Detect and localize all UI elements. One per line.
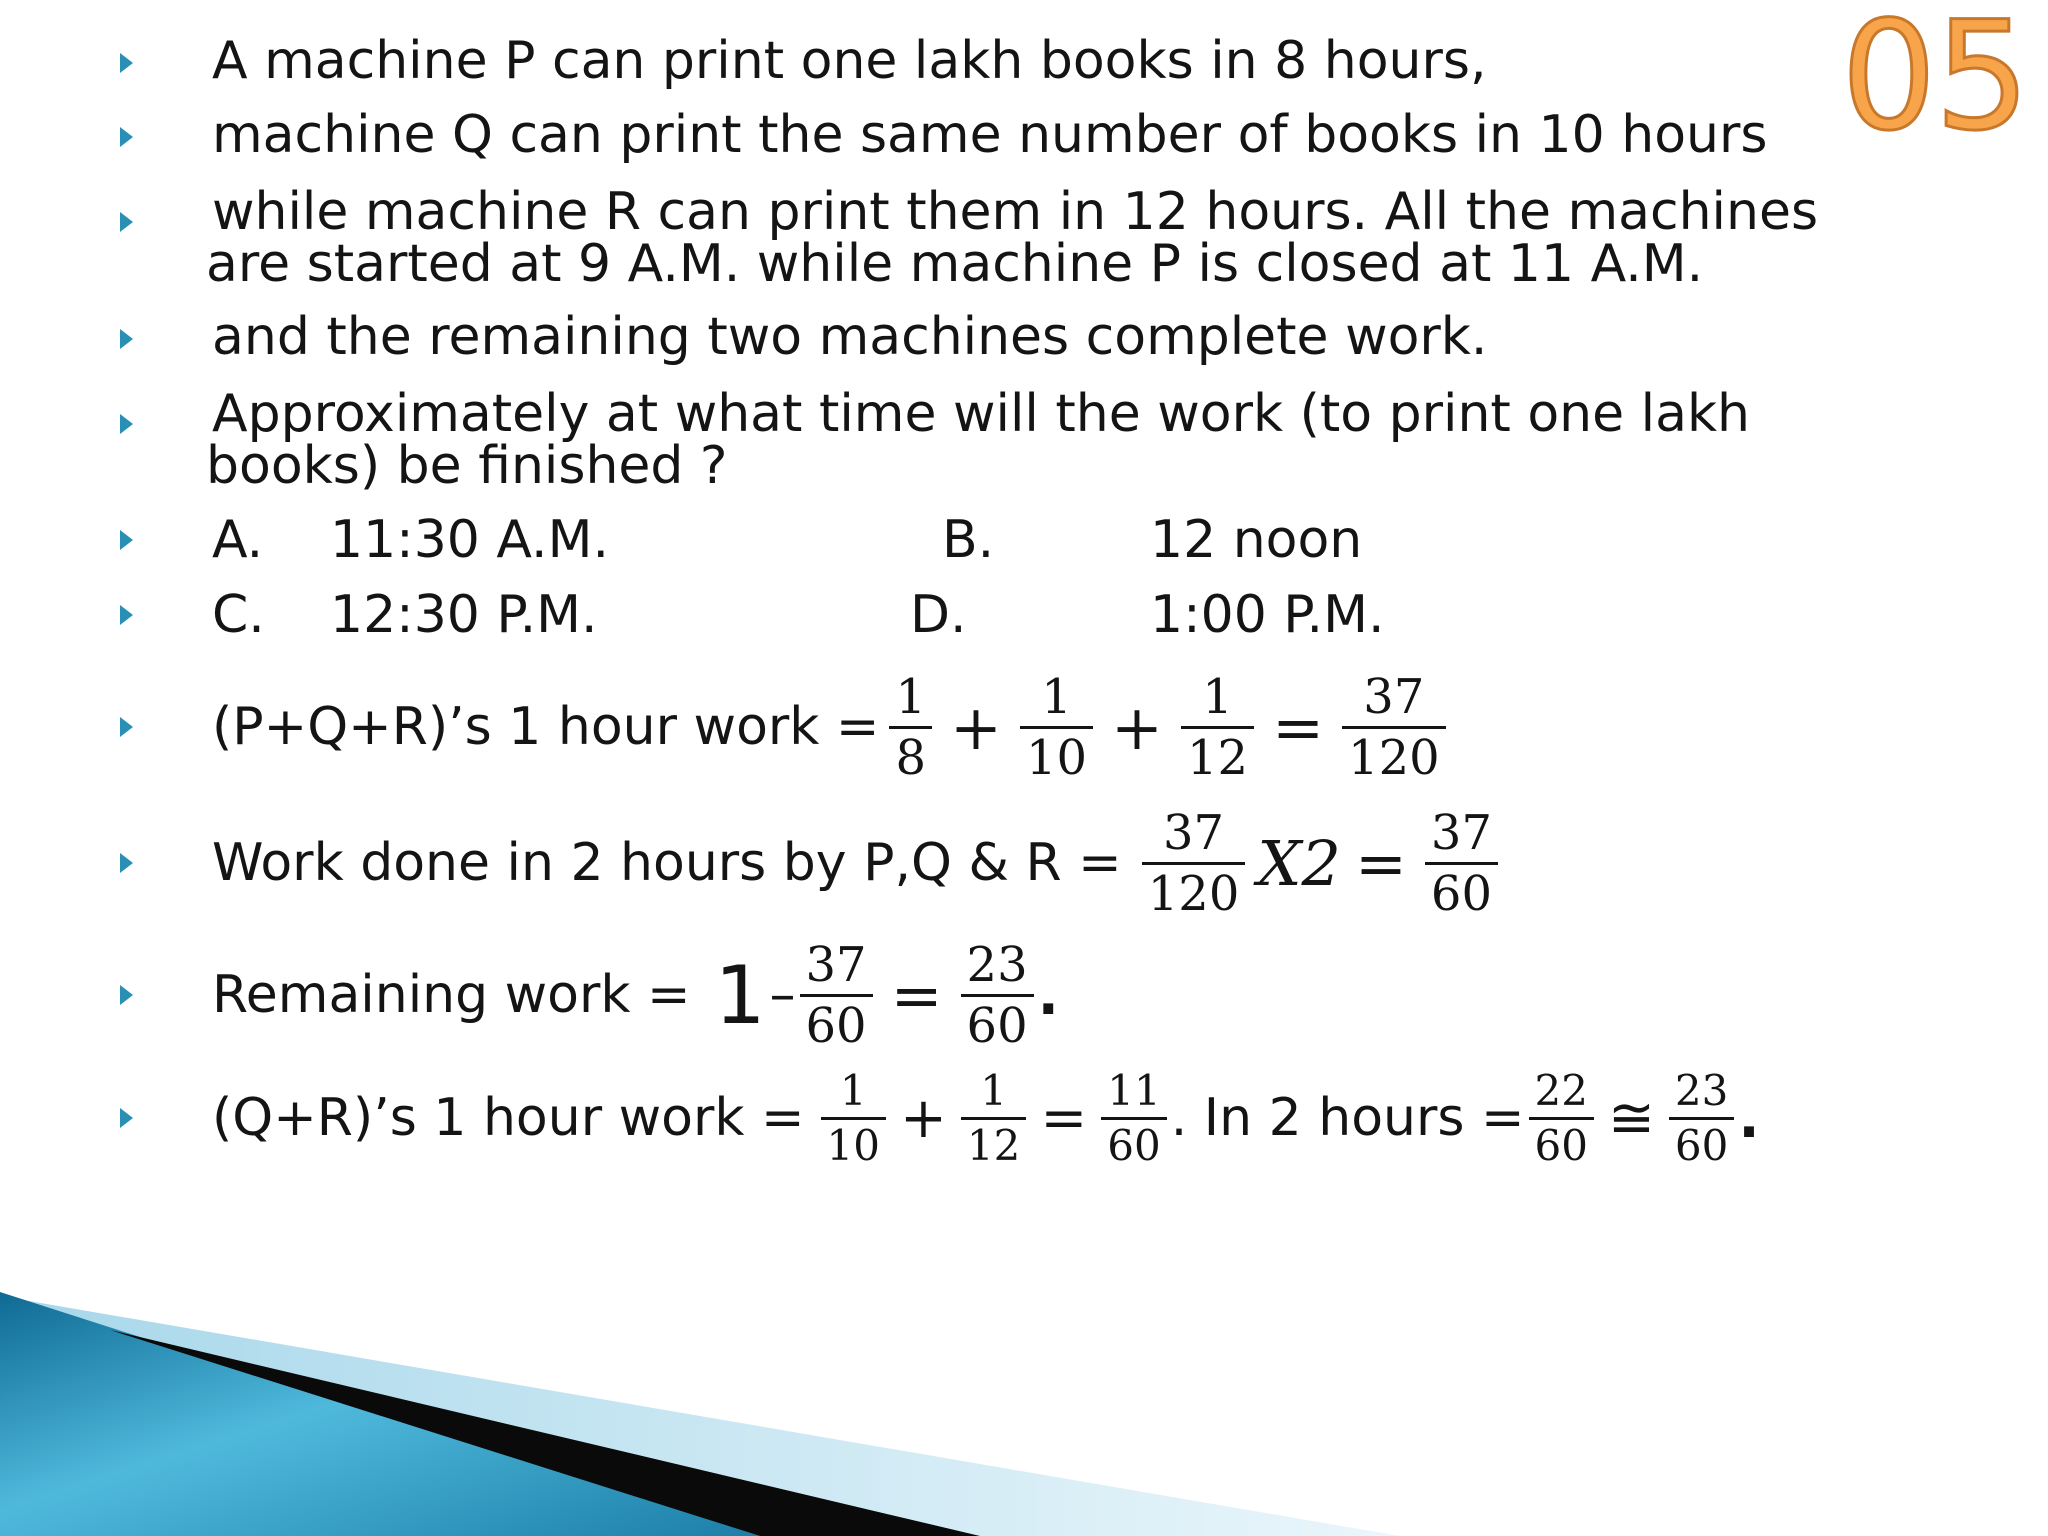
fraction-37-60: $\frac{37}{60}$ — [800, 936, 873, 1055]
fraction-11-60: $\frac{11}{60}$ — [1101, 1065, 1166, 1172]
equation-label: Remaining work = — [212, 965, 691, 1025]
equation-total-rate — [212, 652, 1450, 802]
option-a-letter: A. — [212, 510, 264, 570]
minus-sign: – — [769, 965, 796, 1025]
bullet-arrow-icon — [120, 212, 133, 232]
in-two-hours-text: . In 2 hours = — [1170, 1088, 1525, 1148]
bullet-arrow-icon — [120, 1108, 133, 1128]
plus-sign: + — [1111, 690, 1163, 764]
option-d-value: 1:00 P.M. — [1150, 585, 1385, 645]
equation-label: Work done in 2 hours by P,Q & R = — [212, 833, 1122, 893]
equation-label: (P+Q+R)’s 1 hour work = — [212, 697, 880, 757]
equation-remaining-work — [212, 920, 1059, 1070]
fraction-1-10: $\frac{1}{10}$ — [1020, 668, 1093, 787]
option-c-value: 12:30 P.M. — [330, 585, 598, 645]
fraction-1-12: $\frac{1}{12}$ — [961, 1065, 1026, 1172]
option-b-value: 12 noon — [1150, 510, 1363, 570]
options-row-1 — [120, 505, 1880, 575]
solution-step-1 — [120, 652, 1880, 802]
question-line-1 — [120, 28, 1880, 98]
equation-q-r-rate — [212, 1050, 1760, 1186]
bullet-arrow-icon — [120, 329, 133, 349]
fraction-37-120: $\frac{37}{120}$ — [1142, 804, 1246, 923]
options-row-2 — [120, 580, 1880, 650]
plus-sign: + — [900, 1085, 947, 1151]
equals-sign: = — [1040, 1085, 1088, 1151]
question-text-continued: books) be finished ? — [206, 436, 728, 496]
question-text: while machine R can print them in 12 hours. All the machines — [212, 182, 1819, 242]
bullet-arrow-icon — [120, 985, 133, 1005]
bullet-arrow-icon — [120, 53, 133, 73]
equation-two-hour-work — [212, 788, 1502, 938]
bullet-arrow-icon — [120, 717, 133, 737]
equals-sign: = — [1354, 826, 1407, 900]
solution-step-3 — [120, 920, 1880, 1070]
fraction-1-8: $\frac{1}{8}$ — [889, 668, 932, 787]
slide-number: 05 — [1841, 0, 2028, 164]
question-text-continued: are started at 9 A.M. while machine P is closed at 11 A.M. — [206, 234, 1704, 294]
multiply-by-two: X2 — [1257, 826, 1341, 900]
whole-one: 1 — [714, 948, 766, 1042]
question-text: and the remaining two machines complete work. — [212, 307, 1488, 367]
fraction-37-120: $\frac{37}{120}$ — [1342, 668, 1446, 787]
question-line-2 — [120, 102, 1880, 172]
fraction-23-60: $\frac{23}{60}$ — [1669, 1065, 1734, 1172]
bullet-arrow-icon — [120, 414, 133, 434]
option-a-value: 11:30 A.M. — [330, 510, 609, 570]
fraction-22-60: $\frac{22}{60}$ — [1529, 1065, 1594, 1172]
fraction-1-12: $\frac{1}{12}$ — [1181, 668, 1254, 787]
option-b-letter: B. — [942, 510, 995, 570]
period: . — [1037, 962, 1059, 1028]
equals-sign: = — [890, 958, 943, 1032]
bullet-arrow-icon — [120, 530, 133, 550]
option-d-letter: D. — [910, 585, 967, 645]
period: . — [1738, 1085, 1760, 1151]
plus-sign: + — [950, 690, 1002, 764]
fraction-37-60: $\frac{37}{60}$ — [1425, 804, 1498, 923]
option-c-letter: C. — [212, 585, 265, 645]
solution-step-4 — [120, 1050, 1880, 1186]
question-text: machine Q can print the same number of books in 10 hours — [212, 105, 1768, 165]
bullet-arrow-icon — [120, 605, 133, 625]
solution-step-2 — [120, 788, 1880, 938]
equals-sign: = — [1272, 690, 1325, 764]
fraction-23-60: $\frac{23}{60}$ — [961, 936, 1034, 1055]
fraction-1-10: $\frac{1}{10}$ — [821, 1065, 886, 1172]
question-line-4 — [120, 304, 1880, 374]
equation-label: (Q+R)’s 1 hour work = — [212, 1088, 805, 1148]
approx-equal-sign: ≅ — [1608, 1085, 1655, 1151]
bullet-arrow-icon — [120, 127, 133, 147]
bullet-arrow-icon — [120, 853, 133, 873]
question-text: Approximately at what time will the work (to print one lakh — [212, 384, 1751, 444]
question-text: A machine P can print one lakh books in 8 hours, — [212, 31, 1487, 91]
